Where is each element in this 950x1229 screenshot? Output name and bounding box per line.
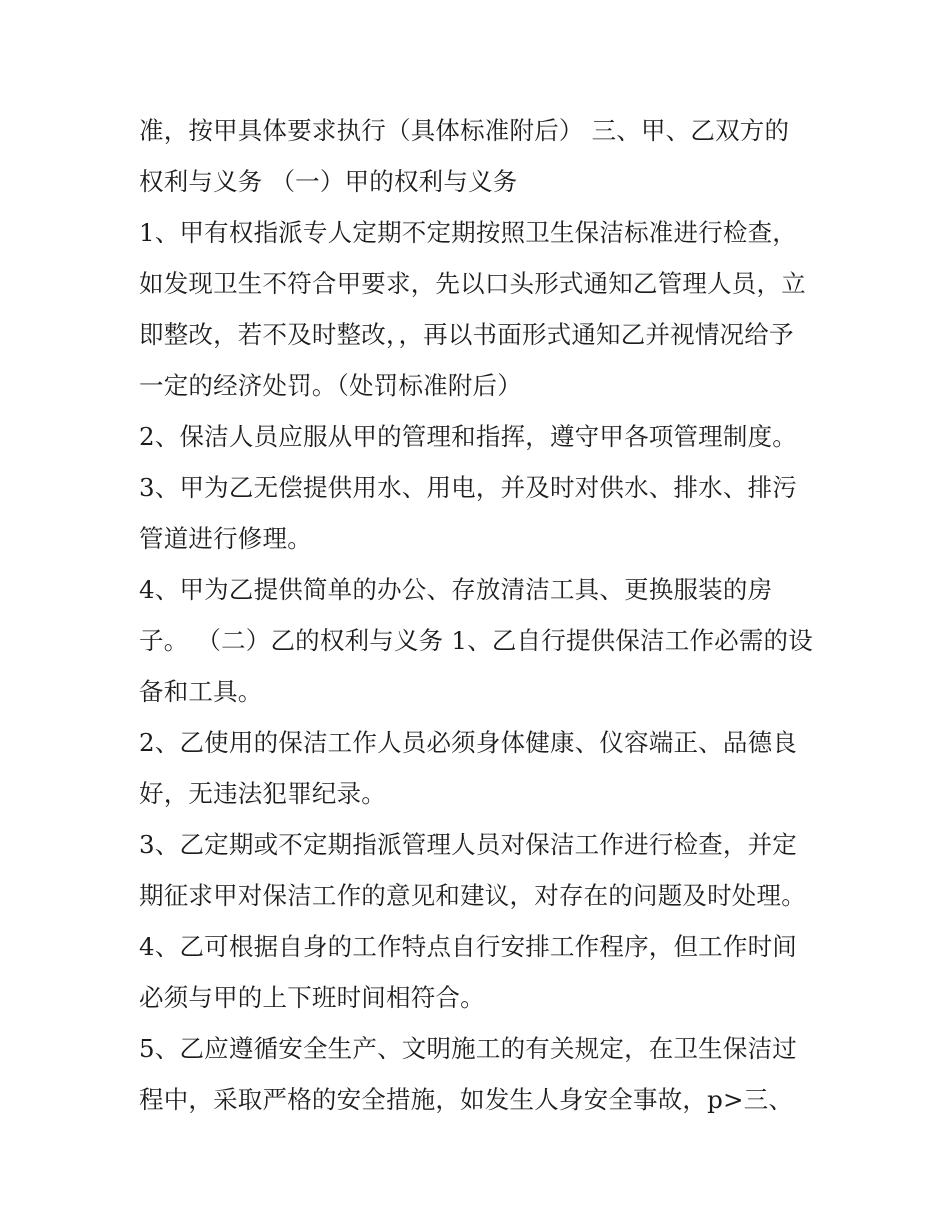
text-line: 5、乙应遵循安全生产、文明施工的有关规定，在卫生保洁过 bbox=[139, 1034, 797, 1063]
text-line: 2、乙使用的保洁工作人员必须身体健康、仪容端正、品德良 bbox=[139, 728, 797, 757]
text-line: 好，无违法犯罪纪录。 bbox=[139, 779, 386, 808]
text-line: 如发现卫生不符合甲要求，先以口头形式通知乙管理人员，立 bbox=[139, 269, 806, 298]
text-line: 3、甲为乙无偿提供用水、用电，并及时对供水、排水、排污 bbox=[139, 473, 797, 502]
text-line: 子。 （二）乙的权利与义务 1、乙自行提供保洁工作必需的设 bbox=[139, 626, 813, 655]
text-line: 3、乙定期或不定期指派管理人员对保洁工作进行检查，并定 bbox=[139, 830, 797, 859]
text-line: 管道进行修理。 bbox=[139, 524, 312, 553]
text-line: 准，按甲具体要求执行（具体标准附后） 三、甲、乙双方的 bbox=[139, 116, 790, 145]
text-line: 一定的经济处罚。（处罚标准附后） bbox=[139, 371, 522, 400]
text-line: 备和工具。 bbox=[139, 677, 263, 706]
text-line: 期征求甲对保洁工作的意见和建议，对存在的问题及时处理。 bbox=[139, 881, 806, 910]
text-line: 1、甲有权指派专人定期不定期按照卫生保洁标准进行检查， bbox=[139, 218, 797, 247]
text-line: 必须与甲的上下班时间相符合。 bbox=[139, 983, 485, 1012]
text-line: 即整改，若不及时整改，，再以书面形式通知乙并视情况给予 bbox=[139, 320, 794, 349]
text-line: 4、甲为乙提供简单的办公、存放清洁工具、更换服装的房 bbox=[139, 575, 773, 604]
text-line: 程中，采取严格的安全措施，如发生人身安全事故，p>三、 bbox=[139, 1085, 794, 1114]
document-body bbox=[139, 105, 819, 1125]
text-line: 权利与义务 （一）甲的权利与义务 bbox=[139, 167, 518, 196]
text-line: 2、保洁人员应服从甲的管理和指挥，遵守甲各项管理制度。 bbox=[139, 422, 797, 451]
text-line: 4、乙可根据自身的工作特点自行安排工作程序，但工作时间 bbox=[139, 932, 797, 961]
